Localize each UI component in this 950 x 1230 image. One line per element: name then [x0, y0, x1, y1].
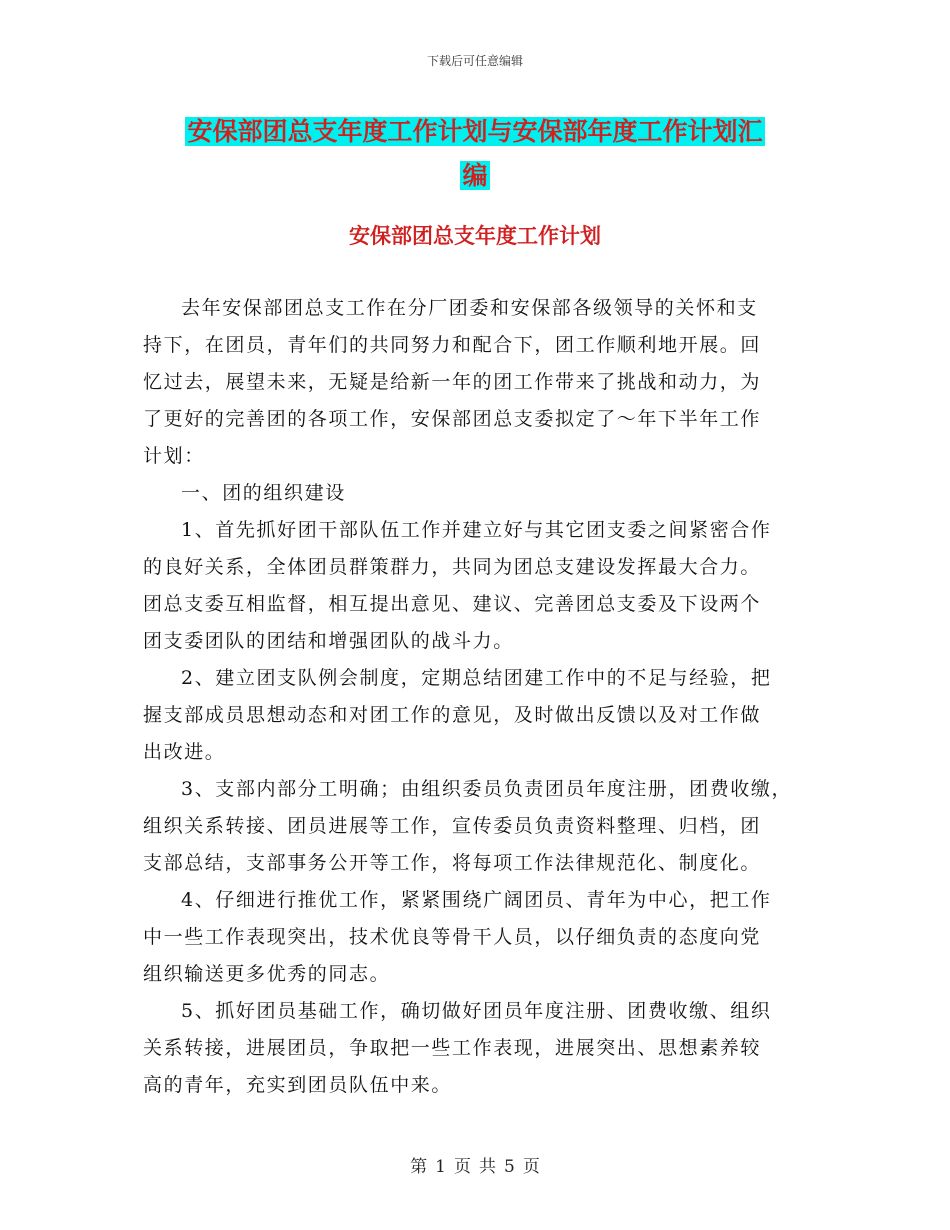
title-line-1: 安保部团总支年度工作计划与安保部年度工作计划汇	[187, 117, 763, 146]
paragraph-item-2: 2、建立团支队例会制度，定期总结团建工作中的不足与经验，把 握支部成员思想动态和对团工作的意见，及时做出反馈以及对工作做 出改进。	[143, 667, 772, 763]
paragraph-item-3: 3、支部内部分工明确；由组织委员负责团员年度注册，团费收缴， 组织关系转接、团员进展等工作，宣传委员负责资料整理、归档，团 支部总结，支部事务公开等工作，将每项工作法律规范化、制度化。	[143, 778, 793, 874]
section-title: 安保部团总支年度工作计划	[349, 224, 601, 248]
footer-total-label: 共	[479, 1157, 496, 1177]
paragraph-item-4: 4、仔细进行推优工作，紧紧围绕广阔团员、青年为中心，把工作 中一些工作表现突出，技术优良等骨干人员，以仔细负责的态度向党 组织输送更多优秀的同志。	[143, 889, 772, 985]
paragraph-intro: 去年安保部团总支工作在分厂团委和安保部各级领导的关怀和支 持下，在团员，青年们的共同努力和配合下，团工作顺利地开展。回 忆过去，展望未来，无疑是给新一年的团工作带来了挑战和动力，为 了更好的完善团的各项工作，安保部团总支委拟定了～年下半年工作 计划：	[143, 297, 762, 467]
title-line-2: 编	[462, 161, 488, 190]
body-text	[143, 290, 823, 1104]
page-footer	[0, 1152, 950, 1177]
footer-page-label: 第	[410, 1157, 428, 1177]
footer-total-unit: 页	[522, 1157, 540, 1177]
header-note: 下载后可任意编辑	[426, 54, 523, 68]
footer-total-number: 5	[504, 1157, 515, 1177]
footer-page-unit: 页	[454, 1157, 471, 1177]
document-title	[140, 110, 810, 198]
paragraph-item-1: 1、首先抓好团干部队伍工作并建立好与其它团支委之间紧密合作 的良好关系，全体团员群策群力，共同为团总支建设发挥最大合力。 团总支委互相监督，相互提出意见、建议、完善团总支委及下设两个 团支委团队的团结和增强团队的战斗力。	[143, 519, 772, 652]
paragraph-item-5: 5、抓好团员基础工作，确切做好团员年度注册、团费收缴、组织 关系转接，进展团员，争取把一些工作表现，进展突出、思想素养较 高的青年，充实到团员队伍中来。	[143, 1000, 772, 1096]
footer-page-number: 1	[435, 1157, 446, 1177]
paragraph-heading-1: 一、团的组织建设	[181, 482, 346, 504]
